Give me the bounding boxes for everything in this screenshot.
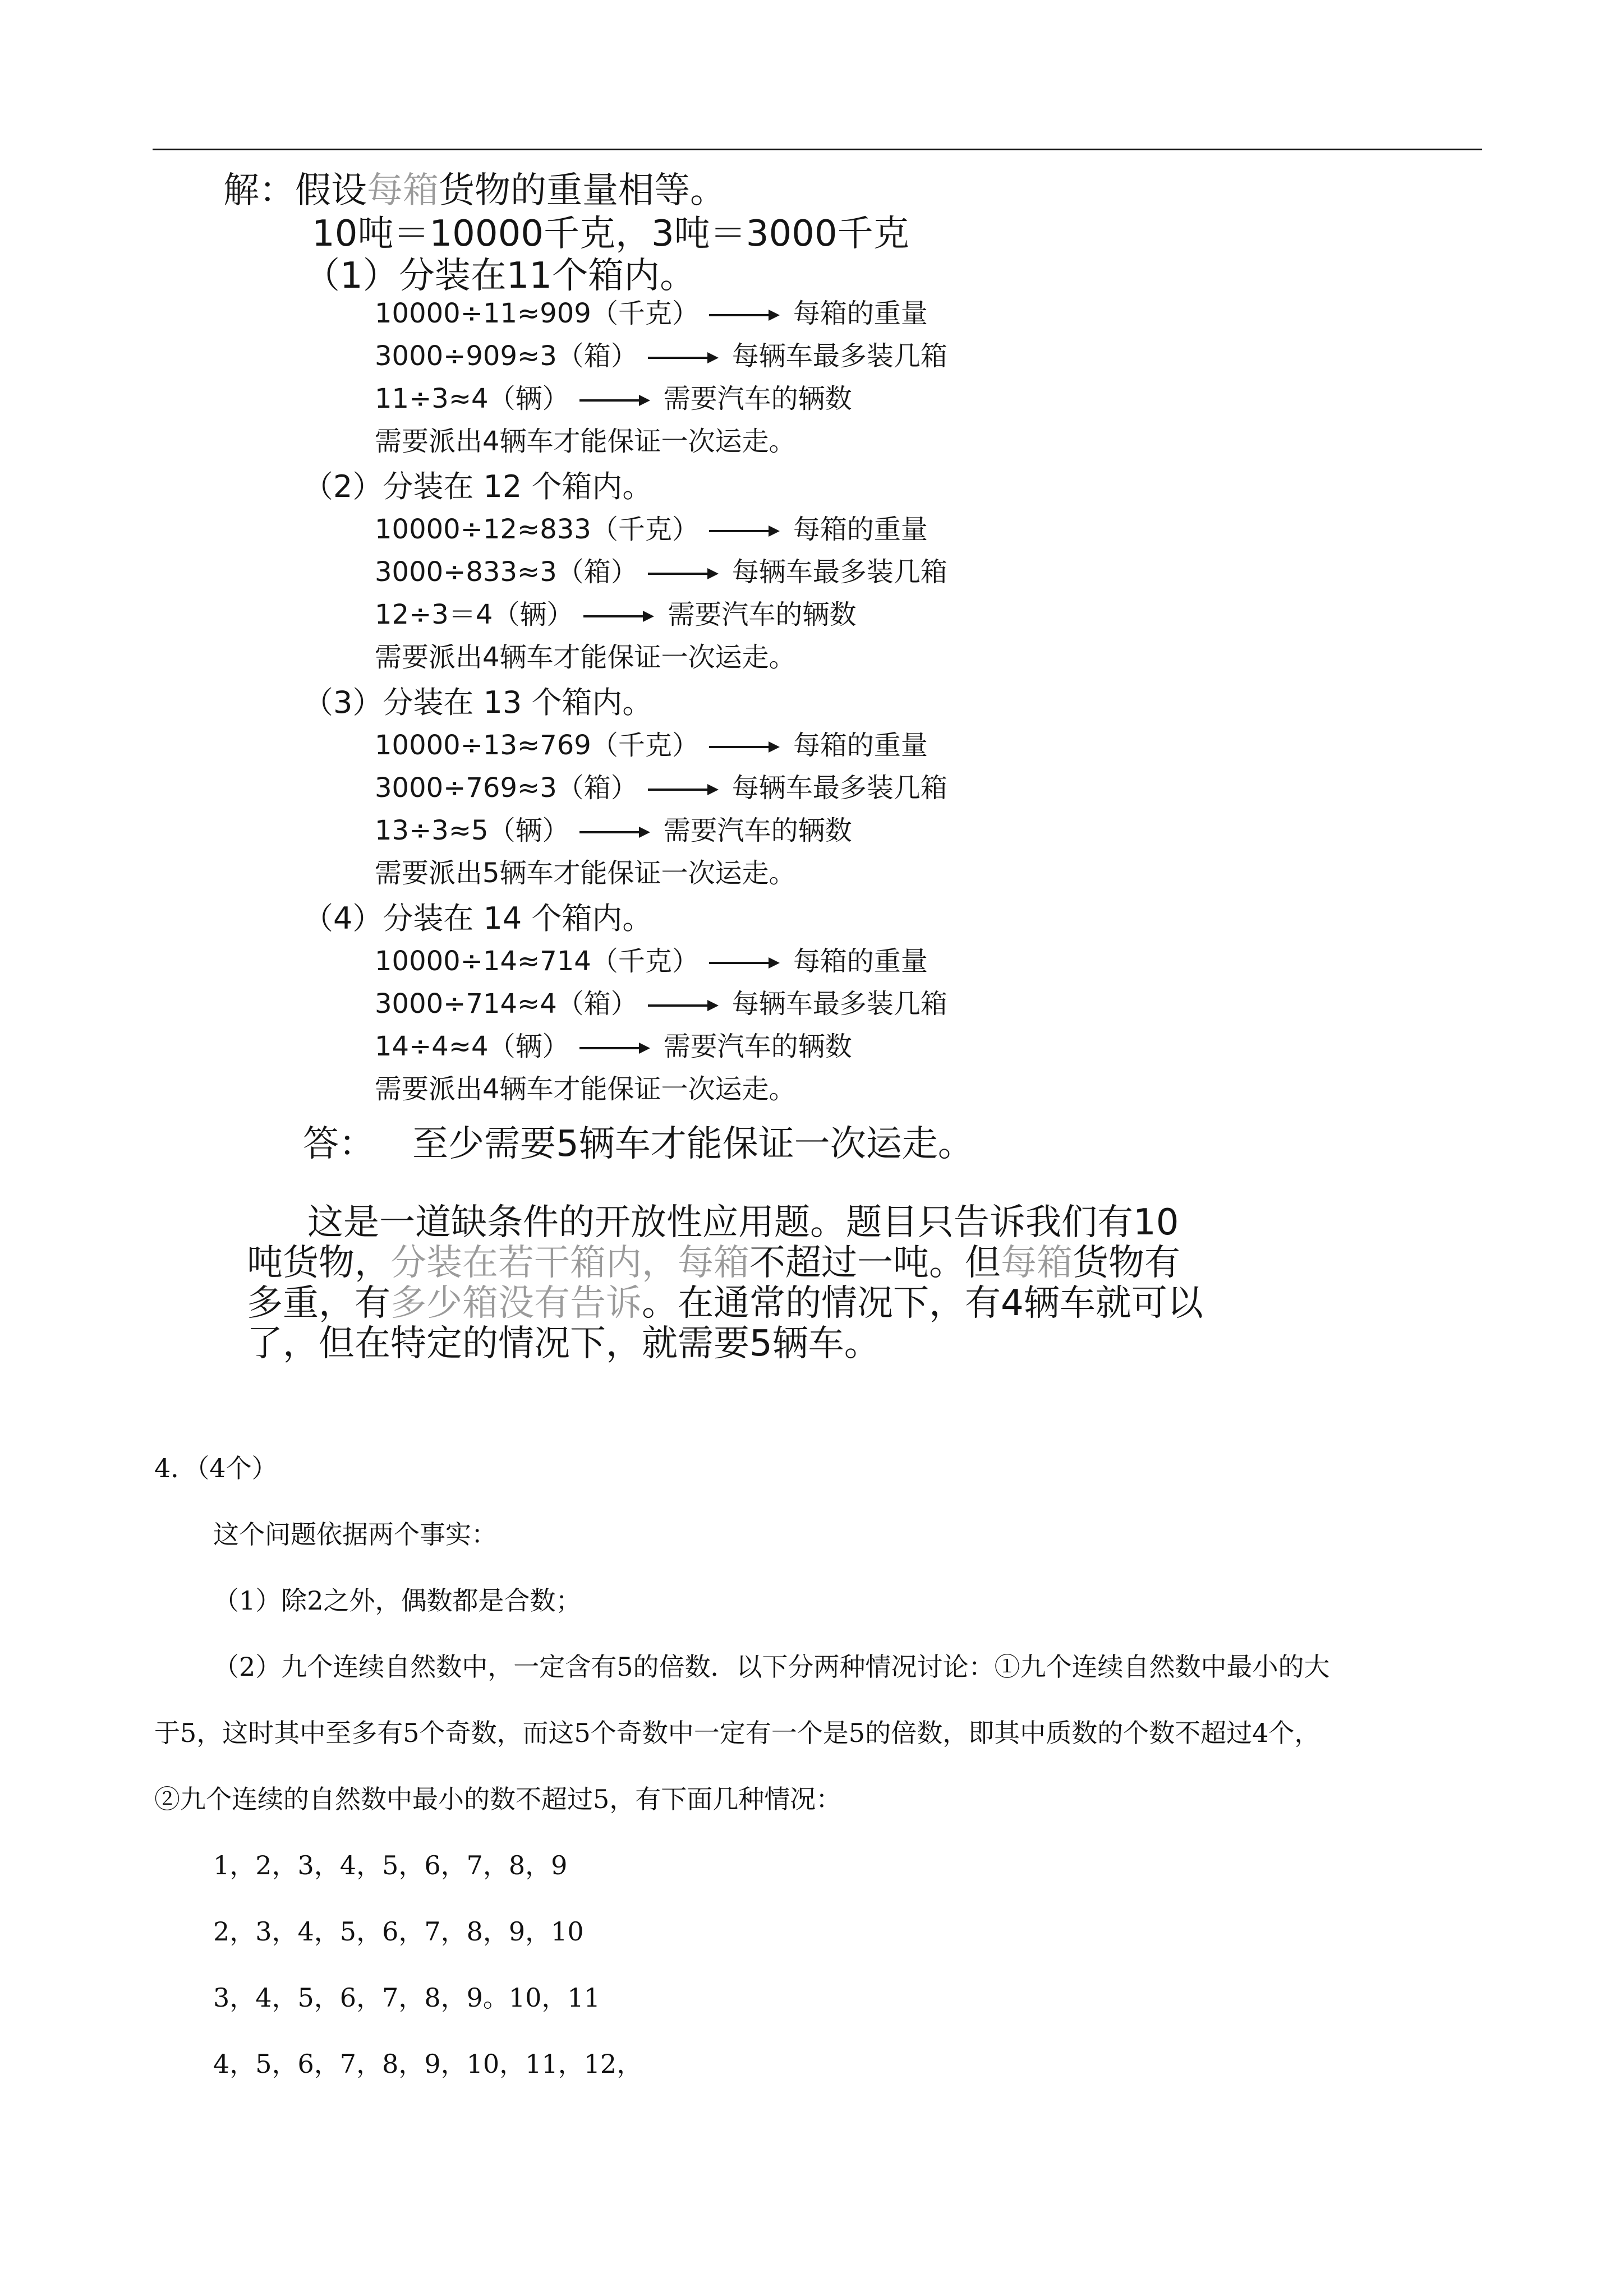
case-2-title: （2）分装在 12 个箱内。: [303, 469, 653, 504]
arrow-icon: [709, 314, 776, 316]
case-4-conclusion: 需要派出4辆车才能保证一次运走。: [375, 1073, 796, 1105]
arrow-icon: [648, 357, 715, 359]
case-2-line-2: 3000÷833≈3（箱） 每辆车最多装几箱: [375, 556, 947, 588]
q4-sequence-3: 3，4，5，6，7，8，9。10，11: [213, 1983, 600, 2013]
arrow-icon: [709, 746, 776, 748]
note-line-1: 这是一道缺条件的开放性应用题。题目只告诉我们有10: [307, 1202, 1179, 1243]
case-3-title: （3）分装在 13 个箱内。: [303, 685, 653, 720]
arrow-icon: [648, 1004, 715, 1007]
intro-rest-text: 货物的重量相等。: [439, 170, 726, 211]
case-1-line-3: 11÷3≈4（辆） 需要汽车的辆数: [375, 383, 852, 414]
intro-faint-text: 每箱: [367, 170, 439, 211]
arrow-icon: [648, 573, 715, 575]
unit-conversion: 10吨＝10000千克，3吨＝3000千克: [312, 213, 909, 255]
q4-fact-2-line-1: （2）九个连续自然数中，一定含有5的倍数．以下分两种情况讨论：①九个连续自然数中最小的大: [213, 1652, 1330, 1682]
q4-fact-2-line-3: ②九个连续的自然数中最小的数不超过5，有下面几种情况：: [154, 1784, 842, 1814]
case-1-line-1: 10000÷11≈909（千克） 每箱的重量: [375, 298, 928, 329]
q4-sequence-4: 4，5，6，7，8，9，10，11，12，: [213, 2049, 643, 2079]
answer-label: 答：: [303, 1123, 375, 1165]
note-line-2: 吨货物，分装在若干箱内，每箱不超过一吨。但每箱货物有: [247, 1242, 1180, 1284]
case-3-line-1: 10000÷13≈769（千克） 每箱的重量: [375, 730, 928, 761]
answer-text: 至少需要5辆车才能保证一次运走。: [412, 1123, 974, 1165]
case-4-line-1: 10000÷14≈714（千克） 每箱的重量: [375, 946, 928, 977]
arrow-icon: [709, 962, 776, 964]
case-3-conclusion: 需要派出5辆车才能保证一次运走。: [375, 857, 796, 889]
q4-sequence-1: 1，2，3，4，5，6，7，8，9: [213, 1850, 568, 1880]
case-2-line-1: 10000÷12≈833（千克） 每箱的重量: [375, 514, 928, 545]
arrow-icon: [579, 1047, 647, 1049]
case-4-line-3: 14÷4≈4（辆） 需要汽车的辆数: [375, 1031, 852, 1062]
q4-sequence-2: 2，3，4，5，6，7，8，9，10: [213, 1916, 584, 1947]
q4-heading: 4．（4个）: [154, 1453, 278, 1483]
note-line-4: 了，但在特定的情况下，就需要5辆车。: [247, 1323, 880, 1364]
arrow-icon: [709, 530, 776, 532]
solution-label: 解：: [223, 170, 295, 211]
case-3-line-2: 3000÷769≈3（箱） 每辆车最多装几箱: [375, 772, 947, 804]
case-2-line-3: 12÷3＝4（辆） 需要汽车的辆数: [375, 599, 857, 630]
case-4-title: （4）分装在 14 个箱内。: [303, 901, 653, 936]
case-3-line-3: 13÷3≈5（辆） 需要汽车的辆数: [375, 815, 852, 846]
arrow-icon: [648, 789, 715, 791]
note-line-3: 多重，有多少箱没有告诉。在通常的情况下，有4辆车就可以: [247, 1283, 1203, 1324]
solution-intro: 解：假设每箱货物的重量相等。: [223, 170, 726, 211]
header-rule: [153, 149, 1482, 150]
q4-intro: 这个问题依据两个事实：: [213, 1519, 497, 1550]
case-1-line-2: 3000÷909≈3（箱） 每辆车最多装几箱: [375, 340, 947, 372]
case-4-line-2: 3000÷714≈4（箱） 每辆车最多装几箱: [375, 988, 947, 1020]
case-2-conclusion: 需要派出4辆车才能保证一次运走。: [375, 642, 796, 673]
case-1-conclusion: 需要派出4辆车才能保证一次运走。: [375, 426, 796, 457]
arrow-icon: [583, 615, 651, 617]
arrow-icon: [579, 831, 647, 833]
case-1-title: （1）分装在11个箱内。: [304, 255, 696, 297]
q4-fact-2-line-2: 于5，这时其中至多有5个奇数，而这5个奇数中一定有一个是5的倍数，即其中质数的个数不超过4个，: [154, 1718, 1321, 1748]
arrow-icon: [579, 399, 647, 402]
q4-fact-1: （1）除2之外，偶数都是合数；: [213, 1585, 582, 1616]
